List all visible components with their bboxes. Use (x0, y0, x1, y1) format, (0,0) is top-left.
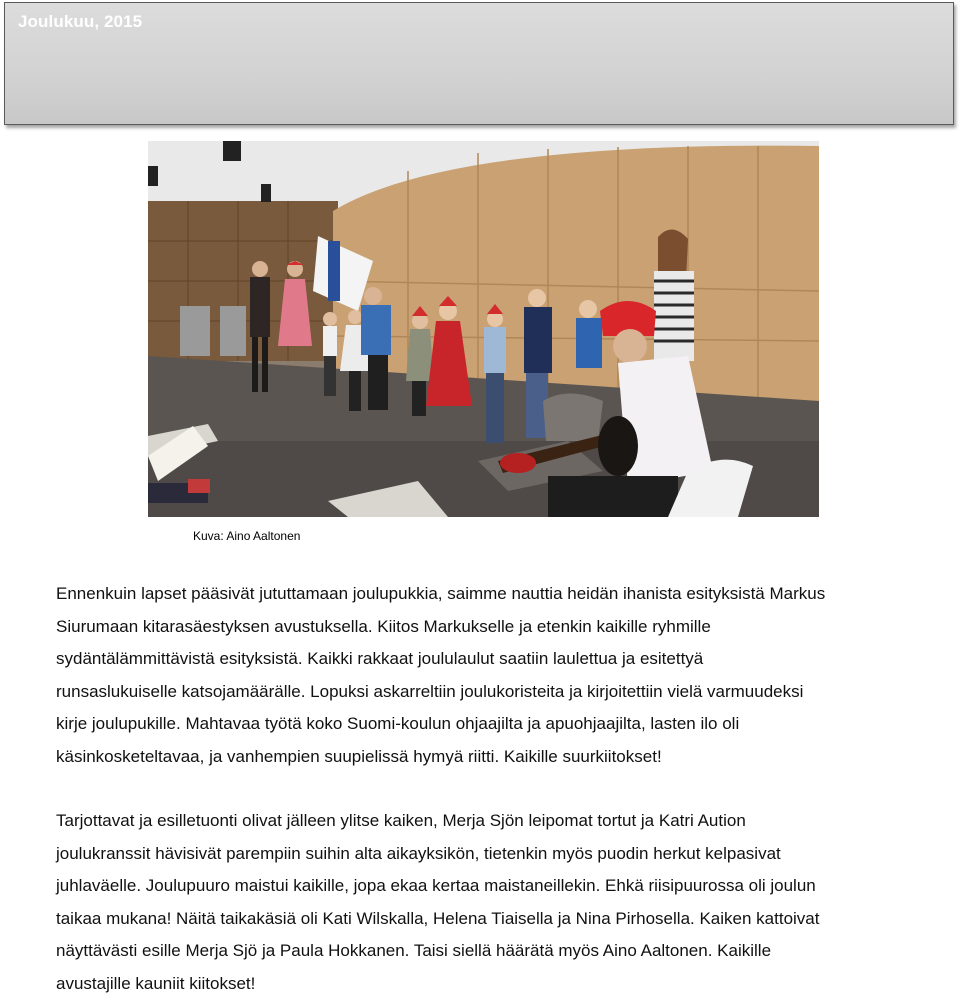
article-paragraph-1 (56, 578, 916, 774)
paragraph-line: Tarjottavat ja esilletuonti olivat jälleen ylitse kaiken, Merja Sjön leipomat tortut ja Katri Aution (56, 811, 746, 830)
paragraph-line: Siurumaan kitarasäestyksen avustuksella. Kiitos Markukselle ja etenkin kaikille ryhmille (56, 616, 711, 636)
paragraph-line: käsinkosketeltavaa, ja vanhempien suupielissä hymyä riitti. Kaikille suurkiitokset! (56, 746, 662, 766)
article-paragraph-2 (56, 805, 916, 1001)
newsletter-date-title: Joulukuu, 2015 (18, 12, 143, 31)
paragraph-line: avustajille kauniit kiitokset! (56, 973, 256, 993)
photo-caption: Kuva: Aino Aaltonen (193, 529, 301, 543)
paragraph-line: joulukranssit hävisivät parempiin suihin alta aikayksikön, tietenkin myös puodin herkut kelpasivat (56, 843, 781, 863)
paragraph-line: kirje joulupukille. Mahtavaa työtä koko Suomi-koulun ohjaajilta ja apuohjaajilta, lasten ilo oli (56, 714, 740, 734)
paragraph-line: näyttävästi esille Merja Sjö ja Paula Hokkanen. Taisi siellä häärätä myös Aino Aaltonen. Kaikille (56, 941, 772, 961)
paragraph-line: juhlaväelle. Joulupuuro maistui kaikille, jopa ekaa kertaa maistaneillekin. Ehkä riisipuurossa oli joulun (56, 876, 816, 896)
paragraph-line: taikaa mukana! Näitä taikakäsiä oli Kati Wilskalla, Helena Tiaisella ja Nina Pirhosella. Kaiken kattoivat (56, 908, 820, 928)
paragraph-line: sydäntälämmittävistä esityksistä. Kaikki rakkaat joululaulut saatiin laulettua ja esitettyä (56, 649, 704, 669)
christmas-party-photo (148, 141, 819, 517)
paragraph-line: runsaslukuiselle katsojamäärälle. Lopuksi askarreltiin joulukoristeita ja kirjoitettiin vielä varmuudeksi (56, 681, 804, 701)
paragraph-line: Ennenkuin lapset pääsivät jututtamaan joulupukkia, saimme nauttia heidän ihanista esityksistä Markus (56, 584, 826, 603)
newsletter-header-banner (4, 2, 954, 125)
